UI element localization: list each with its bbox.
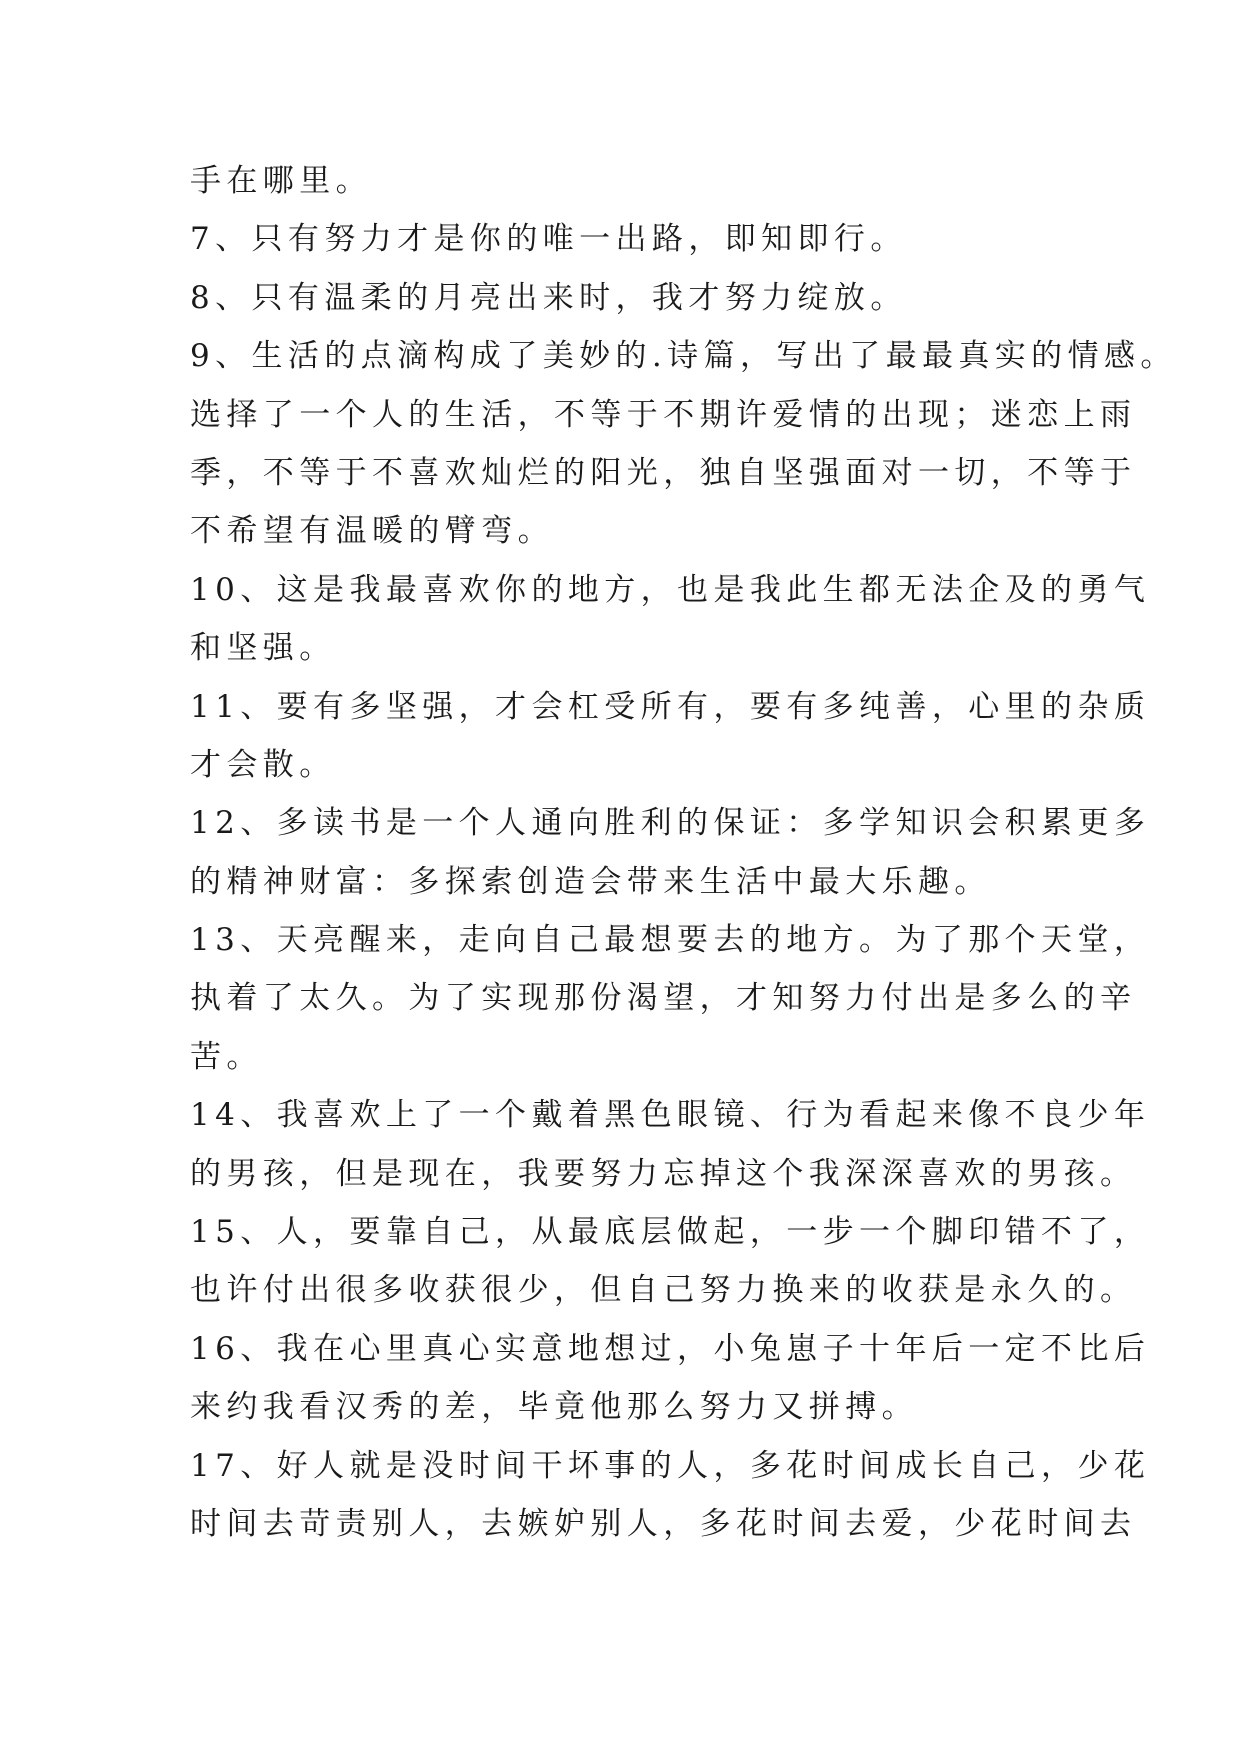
text-line: 15、人，要靠自己，从最底层做起，一步一个脚印错不了， xyxy=(190,1214,1151,1251)
text-line: 不希望有温暖的臂弯。 xyxy=(190,513,554,550)
text-line: 选择了一个人的生活，不等于不期许爱情的出现；迷恋上雨 xyxy=(190,396,1137,433)
text-line: 也许付出很多收获很少，但自己努力换来的收获是永久的。 xyxy=(190,1272,1137,1309)
text-line: 16、我在心里真心实意地想过，小兔崽子十年后一定不比后 xyxy=(190,1330,1151,1367)
text-line: 来约我看汉秀的差，毕竟他那么努力又拼搏。 xyxy=(190,1389,918,1426)
text-line: 苦。 xyxy=(190,1038,263,1075)
text-line: 9、生活的点滴构成了美妙的.诗篇，写出了最最真实的情感。 xyxy=(190,338,1177,375)
text-line: 执着了太久。为了实现那份渴望，才知努力付出是多么的辛 xyxy=(190,980,1137,1017)
text-line: 季，不等于不喜欢灿烂的阳光，独自坚强面对一切，不等于 xyxy=(190,454,1137,491)
text-line: 14、我喜欢上了一个戴着黑色眼镜、行为看起来像不良少年 xyxy=(190,1097,1151,1134)
text-line: 7、只有努力才是你的唯一出路，即知即行。 xyxy=(190,221,907,258)
document-body xyxy=(190,152,1177,1553)
text-line: 的男孩，但是现在，我要努力忘掉这个我深深喜欢的男孩。 xyxy=(190,1155,1137,1192)
text-line: 的精神财富：多探索创造会带来生活中最大乐趣。 xyxy=(190,863,991,900)
text-line: 8、只有温柔的月亮出来时，我才努力绽放。 xyxy=(190,279,907,316)
text-line: 12、多读书是一个人通向胜利的保证：多学知识会积累更多 xyxy=(190,805,1151,842)
text-line: 时间去苛责别人，去嫉妒别人，多花时间去爱，少花时间去 xyxy=(190,1505,1137,1542)
text-line: 13、天亮醒来，走向自己最想要去的地方。为了那个天堂， xyxy=(190,922,1151,959)
text-line: 手在哪里。 xyxy=(190,163,372,199)
text-line: 才会散。 xyxy=(190,746,336,783)
text-line: 11、要有多坚强，才会杠受所有，要有多纯善，心里的杂质 xyxy=(190,688,1151,725)
text-line: 17、好人就是没时间干坏事的人，多花时间成长自己，少花 xyxy=(190,1447,1151,1484)
text-line: 和坚强。 xyxy=(190,630,336,667)
text-line: 10、这是我最喜欢你的地方，也是我此生都无法企及的勇气 xyxy=(190,571,1151,608)
